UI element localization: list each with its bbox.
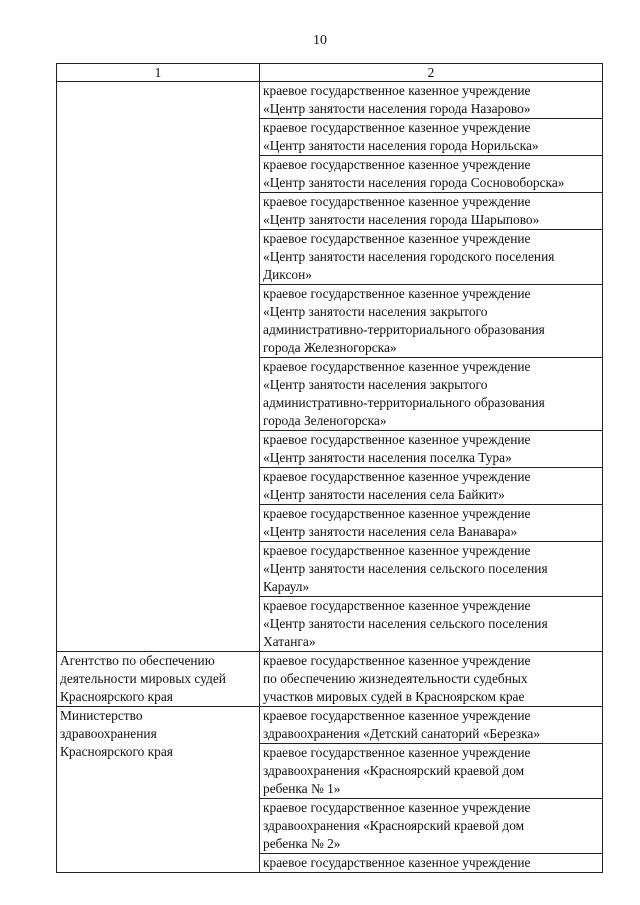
institution-cell (260, 707, 603, 744)
institution-cell (260, 652, 603, 707)
institution-line: «Центр занятости населения сельского поселения (263, 561, 548, 576)
institution-line: Диксон» (263, 267, 312, 282)
agency-cell (57, 82, 260, 652)
institution-line: здравоохранения «Красноярский краевой дом (263, 818, 525, 833)
institution-line: города Железногорска» (263, 340, 397, 355)
institution-line: краевое государственное казенное учреждение (263, 855, 531, 870)
institution-line: краевое государственное казенное учреждение (263, 359, 531, 374)
agency-cell: Министерство здравоохранения Красноярского края (57, 707, 260, 873)
institution-line: Караул» (263, 579, 310, 594)
institution-cell (260, 230, 603, 285)
institution-line: «Центр занятости населения городского поселения (263, 249, 555, 264)
institution-line: краевое государственное казенное учреждение (263, 231, 531, 246)
agency-cell: Агентство по обеспечению деятельности мировых судей Красноярского края (57, 652, 260, 707)
column-header-2: 2 (260, 64, 603, 82)
institution-cell (260, 358, 603, 431)
institution-line: «Центр занятости населения города Шарыпово» (263, 212, 540, 227)
institution-line: Хатанга» (263, 634, 316, 649)
institution-line: краевое государственное казенное учреждение (263, 157, 531, 172)
institution-line: участков мировых судей в Красноярском крае (263, 689, 525, 704)
institution-line: «Центр занятости населения поселка Тура» (263, 450, 512, 465)
institution-line: «Центр занятости населения закрытого (263, 304, 488, 319)
institution-line: краевое государственное казенное учреждение (263, 543, 531, 558)
institution-cell (260, 82, 603, 119)
column-header-1: 1 (57, 64, 260, 82)
institution-cell (260, 156, 603, 193)
institution-line: города Зеленогорска» (263, 413, 387, 428)
institution-cell (260, 799, 603, 854)
institution-line: краевое государственное казенное учреждение (263, 800, 531, 815)
table-row (57, 707, 603, 744)
table-row (57, 652, 603, 707)
institution-line: «Центр занятости населения сельского поселения (263, 616, 548, 631)
institution-line: краевое государственное казенное учреждение (263, 120, 531, 135)
institution-line: здравоохранения «Красноярский краевой дом (263, 763, 525, 778)
institution-line: административно-территориального образования (263, 322, 545, 337)
institution-line: краевое государственное казенное учреждение (263, 598, 531, 613)
institution-cell (260, 285, 603, 358)
institution-line: ребенка № 1» (263, 781, 341, 796)
institution-line: краевое государственное казенное учреждение (263, 432, 531, 447)
institution-line: «Центр занятости населения города Сосновоборска» (263, 175, 565, 190)
institution-line: краевое государственное казенное учреждение (263, 506, 531, 521)
institution-line: «Центр занятости населения города Назарово» (263, 101, 531, 116)
institution-line: краевое государственное казенное учреждение (263, 653, 531, 668)
table-header-row (57, 64, 603, 82)
institution-line: «Центр занятости населения города Норильска» (263, 138, 539, 153)
institution-line: краевое государственное казенное учреждение (263, 286, 531, 301)
institution-line: краевое государственное казенное учреждение (263, 83, 531, 98)
institutions-table (56, 63, 603, 873)
institution-line: «Центр занятости населения села Ванавара» (263, 524, 518, 539)
institution-cell (260, 597, 603, 652)
institution-cell (260, 431, 603, 468)
institution-line: административно-территориального образования (263, 395, 545, 410)
institution-line: «Центр занятости населения закрытого (263, 377, 488, 392)
institution-cell (260, 744, 603, 799)
institution-cell (260, 468, 603, 505)
institution-line: краевое государственное казенное учреждение (263, 469, 531, 484)
institution-line: краевое государственное казенное учреждение (263, 745, 531, 760)
institution-line: по обеспечению жизнедеятельности судебных (263, 671, 528, 686)
page-number: 10 (313, 33, 327, 48)
institution-cell (260, 119, 603, 156)
institution-line: «Центр занятости населения села Байкит» (263, 487, 505, 502)
institution-line: краевое государственное казенное учреждение (263, 708, 531, 723)
institution-line: краевое государственное казенное учреждение (263, 194, 531, 209)
institution-line: ребенка № 2» (263, 836, 341, 851)
institution-cell (260, 854, 603, 873)
institution-cell (260, 542, 603, 597)
institution-line: здравоохранения «Детский санаторий «Березка» (263, 726, 541, 741)
institution-cell (260, 193, 603, 230)
table-row (57, 82, 603, 119)
institution-cell (260, 505, 603, 542)
